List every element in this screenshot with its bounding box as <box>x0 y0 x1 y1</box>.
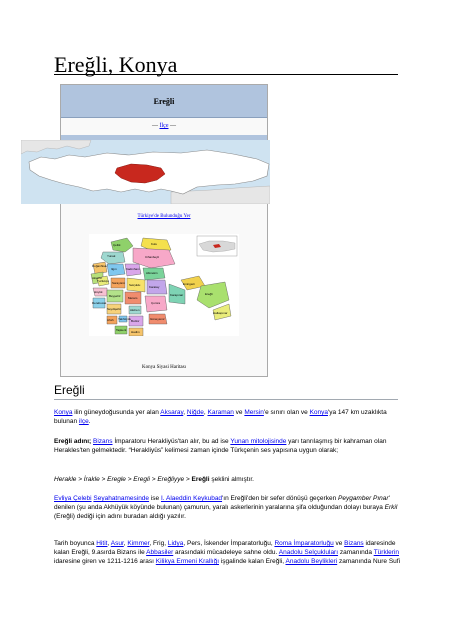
text: , <box>107 540 111 547</box>
text: ise <box>149 495 161 502</box>
map-label: Selçuklu <box>129 283 141 287</box>
map-label: Çeltik <box>113 243 121 247</box>
text: 'ya 147 km uzaklıkta bulunan <box>54 409 387 425</box>
link-anadolu-selcuklulari[interactable]: Anadolu Selçukluları <box>278 549 339 556</box>
paragraph-name-origin <box>54 437 404 455</box>
text: İmparatoru Herakliyüs'tan alır, bu ad ise <box>112 438 231 445</box>
infobox-subtitle <box>61 123 267 129</box>
paragraph-location <box>54 408 404 426</box>
map-label: Derebucak <box>92 301 107 305</box>
map-label: Doğanhisar <box>92 264 108 268</box>
inset-turkey-map <box>197 236 237 256</box>
italic-text: Erkil <box>384 504 398 511</box>
link-seyahatname[interactable]: Seyahatnamesinde <box>93 495 150 502</box>
text: , <box>203 409 208 416</box>
map-label: Halkapınar <box>213 311 228 315</box>
map-label: Kadınhanı <box>126 267 140 271</box>
link-alaeddin-keykubad[interactable]: I. Alaeddin Keykubad <box>160 495 223 502</box>
map2-caption: Konya Siyasi Haritası <box>142 365 186 370</box>
link-nigde[interactable]: Niğde <box>186 409 204 416</box>
link-kimmer[interactable]: Kimmer <box>127 540 150 547</box>
text: , <box>183 409 187 416</box>
text: 'e sınırı olan ve <box>263 409 310 416</box>
map-label: Hadim <box>131 330 140 334</box>
link-roma[interactable]: Roma İmparatorluğu <box>274 540 334 547</box>
link-hitit[interactable]: Hitit <box>96 540 108 547</box>
link-konya[interactable]: Konya <box>54 409 73 416</box>
page-title: Ereğli, Konya <box>54 52 178 77</box>
section-heading: Ereğli <box>54 383 85 397</box>
link-karaman[interactable]: Karaman <box>207 409 234 416</box>
text: şeklini almıştır. <box>209 476 254 483</box>
subtitle-dash-left: — <box>152 123 158 129</box>
link-bizans[interactable]: Bizans <box>93 438 113 445</box>
map-label: Tuzlukçu <box>97 279 109 283</box>
map-label: Güneysınır <box>150 317 165 321</box>
link-anadolu-beylikleri[interactable]: Anadolu Beylikleri <box>285 558 338 565</box>
subtitle-dash-right: — <box>170 123 176 129</box>
italic-text: Peygamber Pınar <box>338 495 389 502</box>
map-label: Cihanbeyli <box>145 255 160 259</box>
map-label: Bozkır <box>131 319 140 323</box>
map-label: Karatay <box>149 285 160 289</box>
map-label: Hüyük <box>94 290 103 294</box>
link-konya[interactable]: Konya <box>309 409 328 416</box>
map-label: Sarayönü <box>112 281 125 285</box>
map-label: Taşkent <box>116 328 127 332</box>
text: (Ereğli) dediği için adını buradan aldığı yazılır. <box>54 513 186 520</box>
map-label: Meram <box>128 296 138 300</box>
link-asur[interactable]: Asur <box>110 540 124 547</box>
link-kilikya[interactable]: Kilikya Ermeni Krallığı <box>155 558 219 565</box>
text: zamanında Nure Sufi <box>337 558 401 565</box>
link-ilce[interactable]: ilçe <box>78 418 89 425</box>
italic-text: Herakle > İrakle > Eregle > Eregli > Ereğliyye > <box>54 476 190 483</box>
map1-caption[interactable]: Türkiye'de Bulunduğu Yer <box>137 214 191 219</box>
text: Tarih boyunca <box>54 540 97 547</box>
map-label: Yalıhüyük <box>118 317 131 321</box>
map-label: Ahırlı <box>107 318 115 322</box>
map-label: Yunak <box>107 254 116 258</box>
section-divider <box>54 399 398 400</box>
map-label: Seydişehir <box>107 307 122 311</box>
text: , Pers, İskender İmparatorluğu, <box>183 540 275 547</box>
text: , Frig, <box>149 540 168 547</box>
turkey-location-map[interactable] <box>21 140 270 204</box>
paragraph-evliya-celebi <box>54 494 404 521</box>
link-lidya[interactable]: Lidya <box>167 540 184 547</box>
paragraph-name-evolution <box>54 475 404 484</box>
map-label: Kulu <box>151 242 158 246</box>
text: arasındaki mücadeleye sahne oldu. <box>173 549 279 556</box>
text: işgalinde kalan Ereğli, <box>219 558 286 565</box>
map-label: Karapınar <box>170 293 184 297</box>
text: yarı tanrılaşmış bir kahraman olan Herakles'ten gelmektedir. “Herakliyüs” kelimesi zaman içinde Türkçenin ses yapısına uygun olarak; <box>54 438 387 454</box>
ilce-link[interactable]: İlçe <box>159 123 169 129</box>
konya-districts-map[interactable] <box>89 234 239 336</box>
link-turkler[interactable]: Türklerin <box>373 549 399 556</box>
map-label: Çumra <box>151 301 161 305</box>
map-label: Altınekin <box>146 271 158 275</box>
text: zamanında <box>338 549 374 556</box>
link-evliya-celebi[interactable]: Evliya Çelebi <box>54 495 92 502</box>
map-label: Akşehir <box>92 276 103 280</box>
text: . <box>88 418 91 425</box>
infobox-header: Ereğli <box>61 85 267 118</box>
link-mersin[interactable]: Mersin <box>244 409 264 416</box>
bold-text: Ereğli adını; <box>54 438 92 445</box>
map-label: Beyşehir <box>109 294 121 298</box>
title-divider <box>54 74 398 75</box>
link-aksaray[interactable]: Aksaray <box>160 409 184 416</box>
link-yunan-mitolojisi[interactable]: Yunan mitolojisinde <box>230 438 287 445</box>
text: , <box>123 540 128 547</box>
map-label: Ilgın <box>111 267 117 271</box>
map-label: Ereğli <box>205 292 213 296</box>
text: ve <box>333 540 345 547</box>
text: idaresine giren ve 1211-1216 arası <box>54 558 156 565</box>
bold-text: Ereğli <box>191 476 210 483</box>
link-abbasiler[interactable]: Abbasiler <box>146 549 174 556</box>
map-label: Emirgazi <box>183 282 195 286</box>
text: ilin güneydoğusunda yer alan <box>72 409 161 416</box>
text: ' denilen (şu anda Akhüyük köyünde bulunan) çamurun, yaralı askerlerinin yaralarına şifa olduğundan dolayı buraya <box>54 495 390 511</box>
map-label: Akören <box>130 308 140 312</box>
text: 'ın Ereğli'den bir sefer dönüşü geçerken <box>222 495 338 502</box>
paragraph-history <box>54 539 404 566</box>
link-bizans[interactable]: Bizans <box>344 540 364 547</box>
text: ve <box>233 409 245 416</box>
text: idaresinde kalan Ereğli, 9.asırda Bizans ile <box>54 540 396 556</box>
